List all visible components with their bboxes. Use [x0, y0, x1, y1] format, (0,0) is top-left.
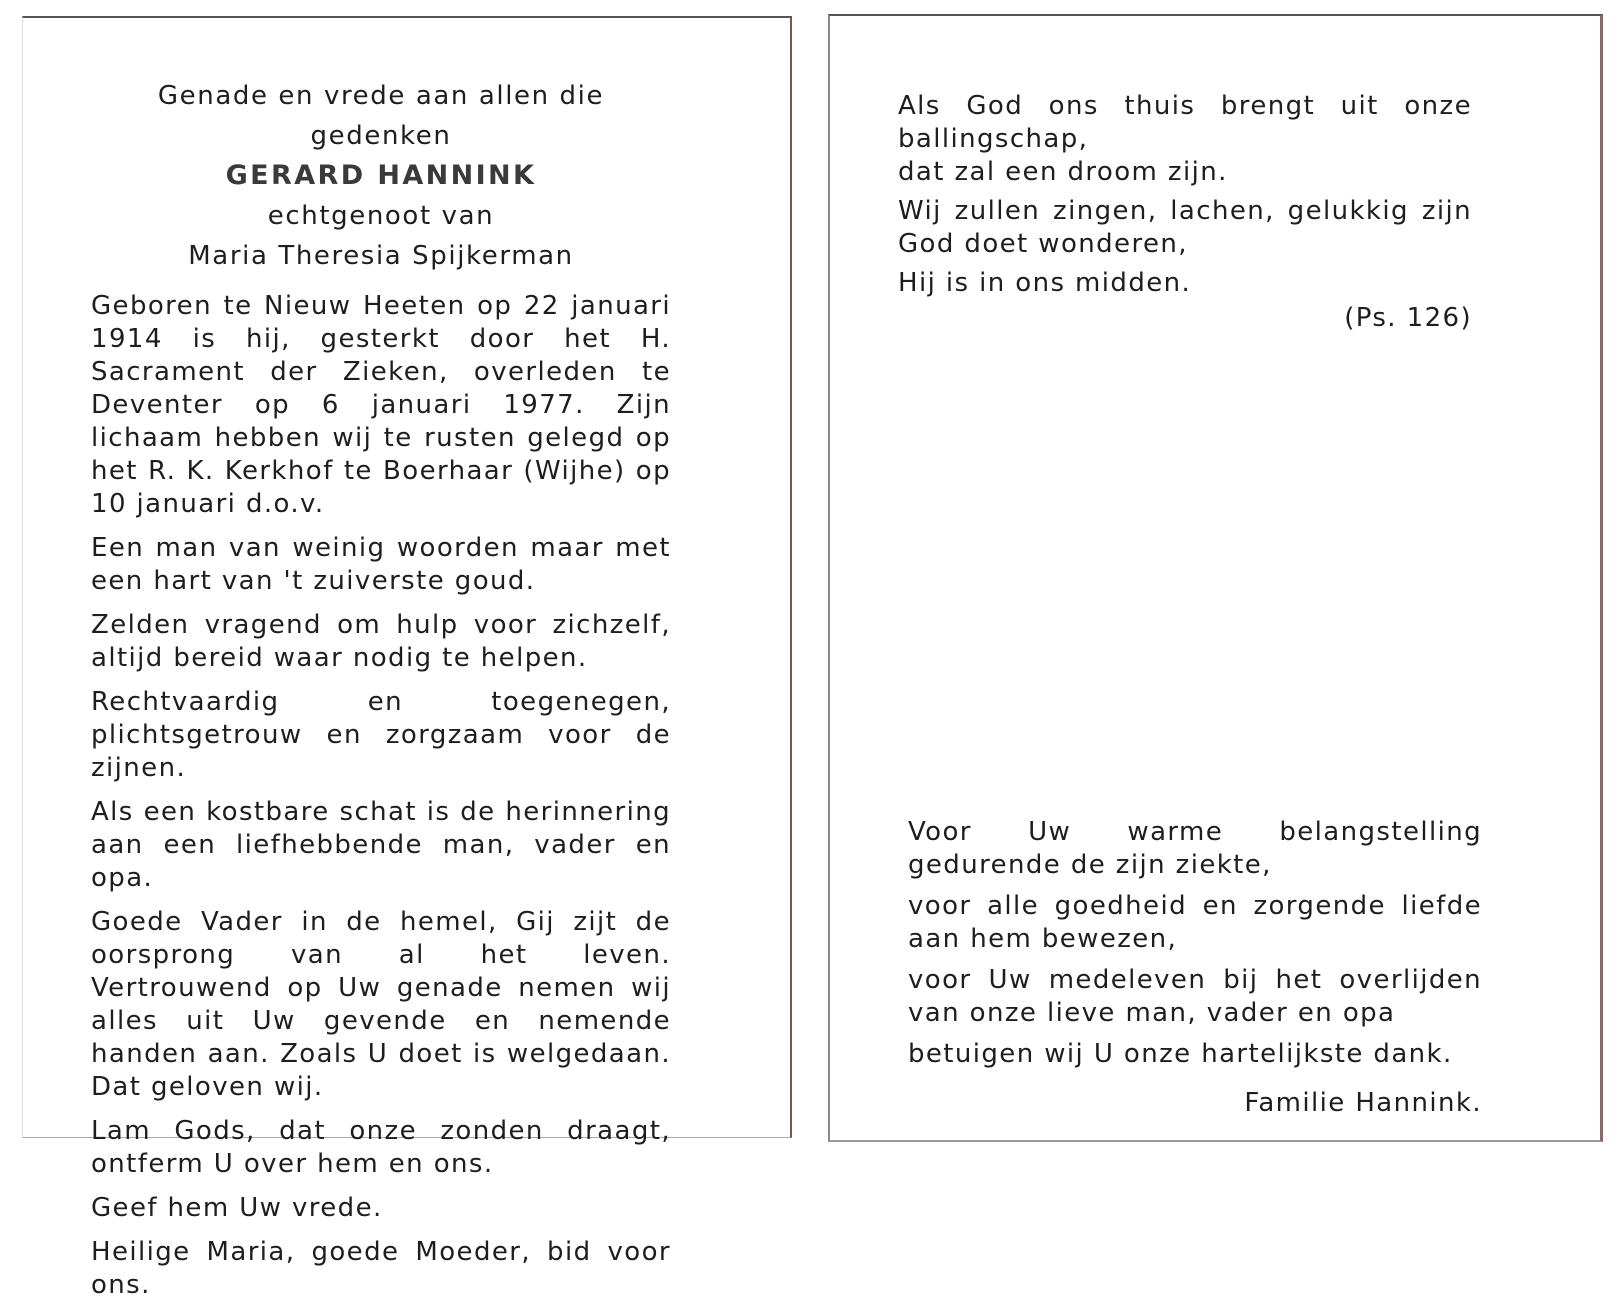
thanks-paragraph-1: Voor Uw warme belangstelling gedurende de zijn ziekte,	[908, 817, 1482, 880]
memorial-card-right	[828, 14, 1603, 1142]
left-card-text	[91, 76, 671, 1302]
thanks-paragraph-2: voor alle goedheid en zorgende liefde aan hem bewezen,	[908, 891, 1482, 954]
spouse-name: Maria Theresia Spijkerman	[188, 241, 574, 271]
psalm-line-1: Als God ons thuis brengt uit onze ballingschap,	[898, 91, 1472, 154]
biography-paragraph: Geboren te Nieuw Heeten op 22 januari 1914 is hij, gesterkt door het H. Sacrament der Zieken, overleden te Deventer op 6 januari 1977. Zijn lichaam hebben wij te rusten gelegd op het R. K. Kerkhof te Boerhaar (Wijhe) op 10 januari d.o.v.	[91, 291, 671, 519]
thanks-paragraph-3: voor Uw medeleven bij het overlijden van onze lieve man, vader en opa	[908, 965, 1482, 1028]
psalm-line-4: Hij is in ons midden.	[898, 268, 1192, 298]
ave-maria-paragraph: Heilige Maria, goede Moeder, bid voor ons.	[91, 1237, 671, 1300]
prayer-paragraph: Goede Vader in de hemel, Gij zijt de oorsprong van al het leven. Vertrouwend op Uw genade nemen wij alles uit Uw gevende en nemende handen aan. Zoals U doet is welgedaan. Dat geloven wij.	[91, 907, 671, 1102]
deceased-name: GERARD HANNINK	[225, 160, 537, 191]
psalm-line-2: dat zal een droom zijn.	[898, 157, 1228, 187]
thanks-text	[908, 816, 1482, 1120]
relation-line: echtgenoot van	[267, 201, 495, 231]
remembrance-paragraph-4: Als een kostbare schat is de herinnering aan een liefhebbende man, vader en opa.	[91, 797, 671, 893]
agnus-dei-paragraph: Lam Gods, dat onze zonden draagt, ontferm U over hem en ons.	[91, 1116, 671, 1179]
remembrance-paragraph-3: Rechtvaardig en toegenegen, plichtsgetrouw en zorgzaam voor de zijnen.	[91, 687, 671, 783]
peace-paragraph: Geef hem Uw vrede.	[91, 1193, 383, 1223]
intro-line: Genade en vrede aan allen die gedenken	[157, 81, 605, 151]
remembrance-paragraph-1: Een man van weinig woorden maar met een hart van 't zuiverste goud.	[91, 533, 671, 596]
memorial-card-left	[22, 16, 792, 1300]
psalm-line-3: Wij zullen zingen, lachen, gelukkig zijn God doet wonderen,	[898, 196, 1472, 259]
remembrance-paragraph-2: Zelden vragend om hulp voor zichzelf, altijd bereid waar nodig te helpen.	[91, 610, 671, 673]
psalm-quote	[898, 90, 1472, 335]
thanks-paragraph-4: betuigen wij U onze hartelijkste dank.	[908, 1039, 1453, 1069]
family-signature: Familie Hannink.	[1244, 1088, 1482, 1118]
psalm-reference: (Ps. 126)	[1344, 303, 1472, 333]
